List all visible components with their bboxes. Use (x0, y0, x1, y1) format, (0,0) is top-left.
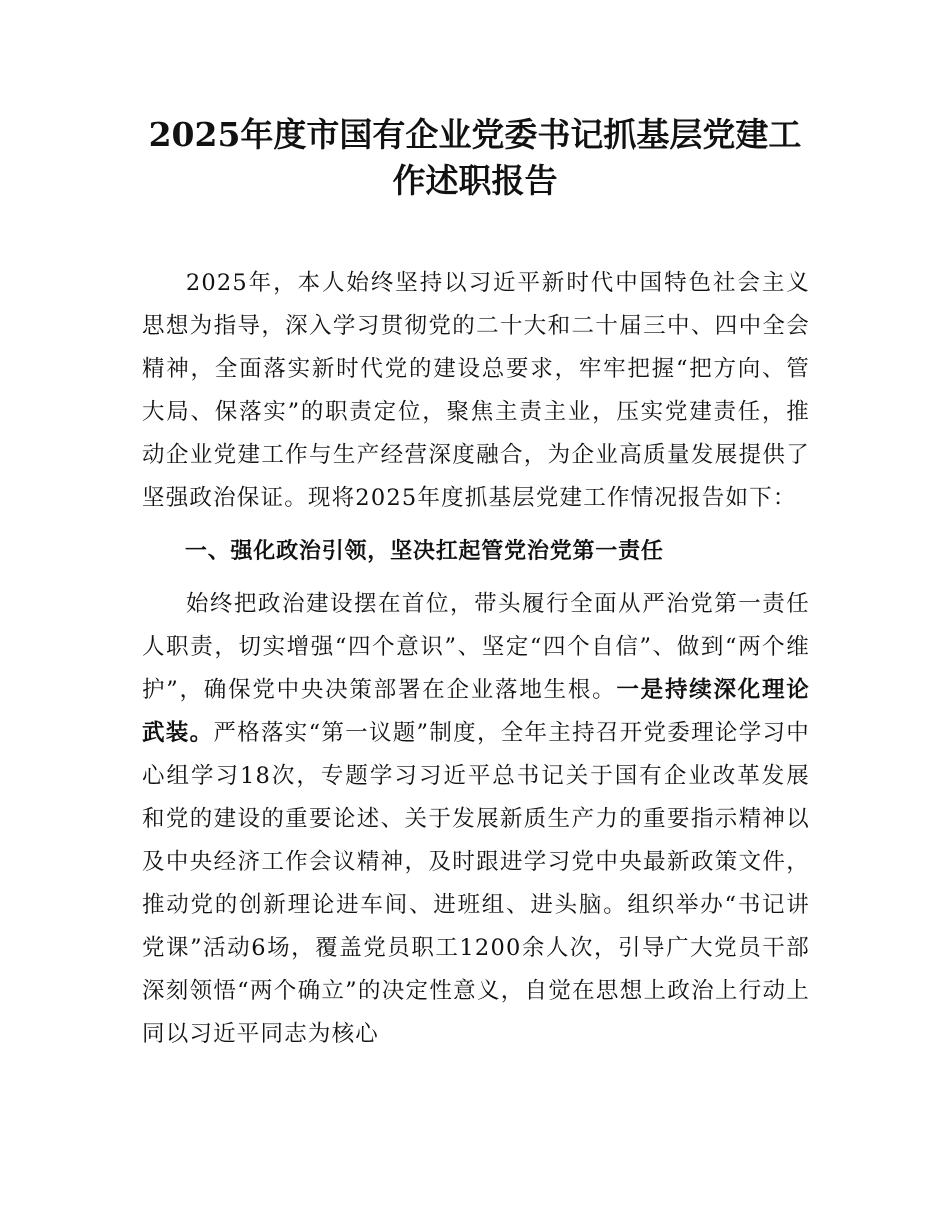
intro-paragraph: 2025年，本人始终坚持以习近平新时代中国特色社会主义思想为指导，深入学习贯彻党的二十大和二十届三中、四中全会精神，全面落实新时代党的建设总要求，牢牢把握“把方向、管大局、保落实”的职责定位，聚焦主责主业，压实党建责任，推动企业党建工作与生产经营深度融合，为企业高质量发展提供了坚强政治保证。现将2025年度抓基层党建工作情况报告如下： (142, 270, 810, 511)
section-1-paragraph (142, 583, 810, 1056)
document-title (120, 112, 830, 204)
title-line-1: 2025年度市国有企业党委书记抓基层党建工 (148, 115, 802, 154)
point-1-title: 一是持续深化理论武装。 (142, 677, 810, 746)
section-1-heading: 一、强化政治引领，坚决扛起管党治党第一责任 (184, 539, 664, 564)
point-1-text: 严格落实“第一议题”制度，全年主持召开党委理论学习中心组学习18次，专题学习习近平总书记关于国有企业改革发展和党的建设的重要论述、关于发展新质生产力的重要指示精神以及中央经济工作会议精神，及时跟进学习党中央最新政策文件，推动党的创新理论进车间、进班组、进头脑。组织举办“书记讲党课”活动6场，覆盖党员职工1200余人次，引导广大党员干部深刻领悟“两个确立”的决定性意义，自觉在思想上政治上行动上同以习近平同志为核心 (142, 720, 810, 1047)
title-line-2: 作述职报告 (392, 161, 558, 200)
document-body (142, 262, 810, 1056)
section-1-lead-text: 始终把政治建设摆在首位，带头履行全面从严治党第一责任人职责，切实增强“四个意识”、坚定“四个自信”、做到“两个维护”，确保党中央决策部署在企业落地生根。 (142, 591, 810, 703)
